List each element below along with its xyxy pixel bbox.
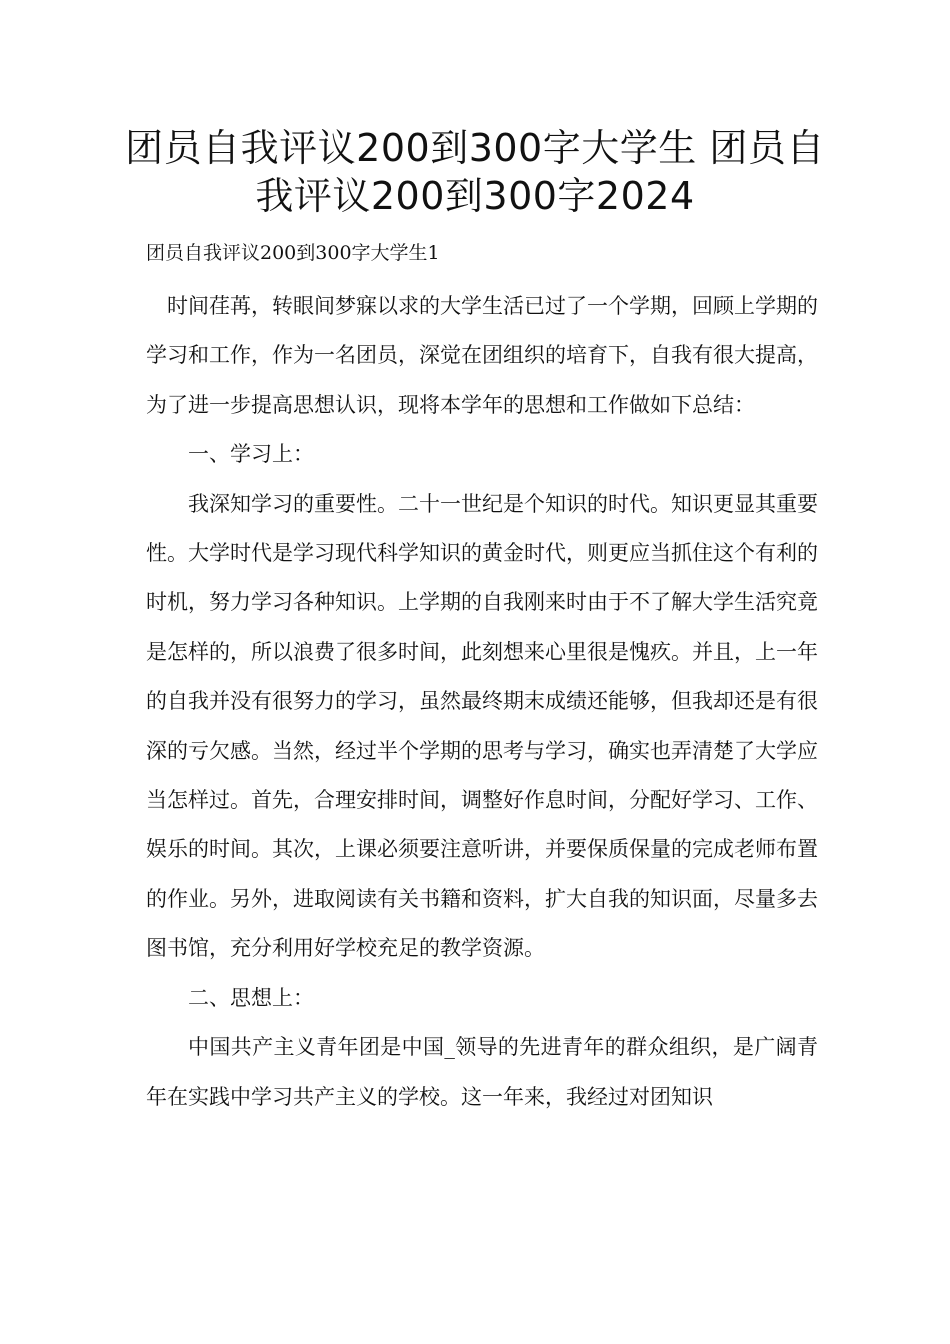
study-paragraph: 我深知学习的重要性。二十一世纪是个知识的时代。知识更显其重要性。大学时代是学习现代科学知识的黄金时代，则更应当抓住这个有利的时机，努力学习各种知识。上学期的自我刚来时由于不了解大学生活究竟是怎样的，所以浪费了很多时间，此刻想来心里很是愧疚。并且，上一年的自我并没有很努力的学习，虽然最终期末成绩还能够，但我却还是有很深的亏欠感。当然，经过半个学期的思考与学习，确实也弄清楚了大学应当怎样过。首先，合理安排时间，调整好作息时间，分配好学习、工作、娱乐的时间。其次，上课必须要注意听讲，并要保质保量的完成老师布置的作业。另外，进取阅读有关书籍和资料，扩大自我的知识面，尽量多去图书馆，充分利用好学校充足的教学资源。 [146,491,818,961]
intro-paragraph: 时间荏苒，转眼间梦寐以求的大学生活已过了一个学期，回顾上学期的学习和工作，作为一名团员，深觉在团组织的培育下，自我有很大提高，为了进一步提高思想认识，现将本学年的思想和工作做如下总结： [146,294,818,417]
section-heading-study: 一、学习上： [188,442,314,467]
thought-paragraph: 中国共产主义青年团是中国_领导的先进青年的群众组织，是广阔青年在实践中学习共产主义的学校。这一年来，我经过对团知识 [146,1035,818,1109]
section-heading-thought: 二、思想上： [188,985,314,1010]
document-subtitle: 团员自我评议200到300字大学生1 [146,242,440,264]
document-title: 团员自我评议200到300字大学生 团员自我评议200到300字2024 [125,126,825,218]
document-body [146,282,818,1122]
